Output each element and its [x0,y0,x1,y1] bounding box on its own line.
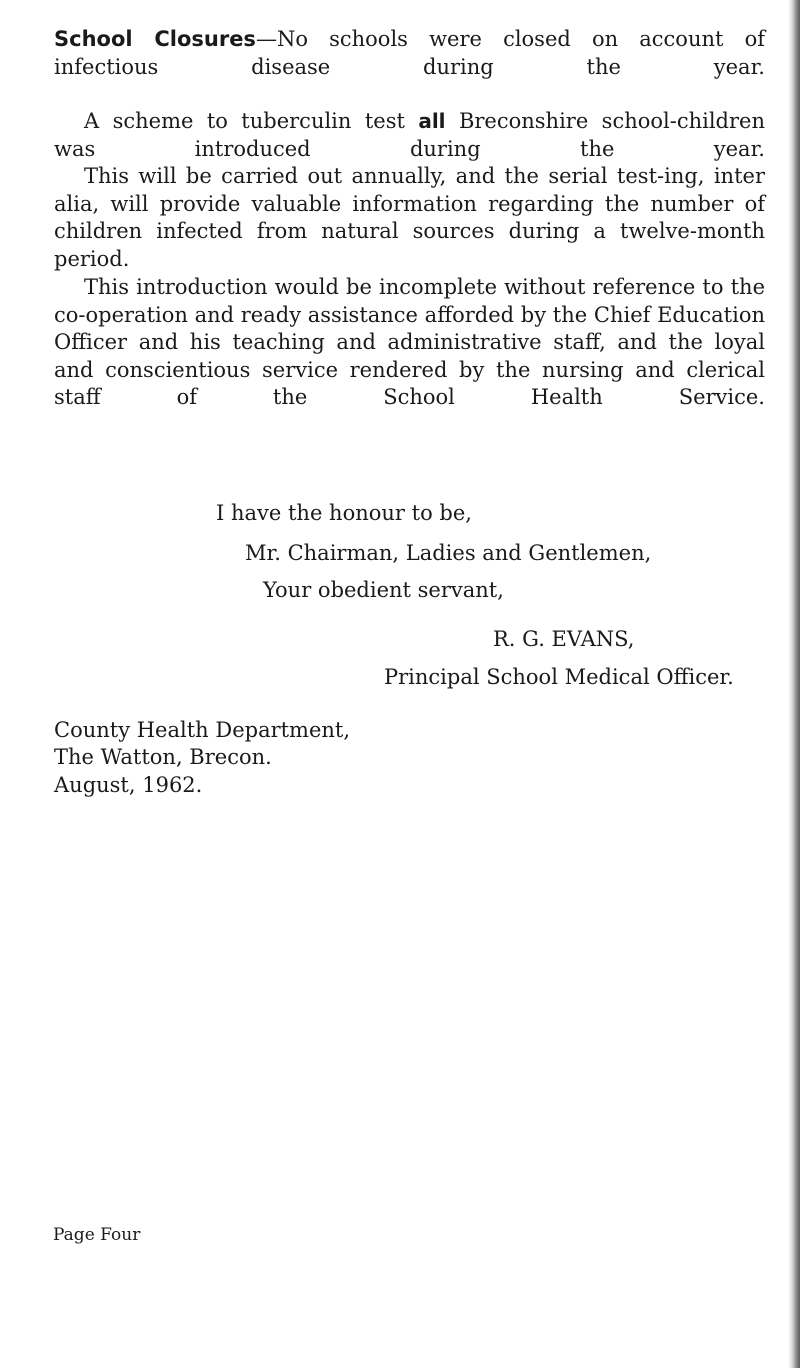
origin-department: County Health Department, [54,718,351,742]
acknowledgement-paragraph: This introduction would be incomplete without reference to the co-operation and ready assistance afforded by the Chief Education Officer and his teaching and administrative staff, and the loyal and conscientious service rendered by the nursing and clerical staff of the School Health Service. [54,275,765,409]
signature-title: Principal School Medical Officer. [384,665,734,689]
school-closures-text: —No schools were closed on account of infectious disease during the year. [54,27,765,79]
tuberculin-scheme-text-start: A scheme to tuberculin test [84,109,419,133]
tuberculin-scheme-text-end: Breconshire school-children was introduced during the year. [54,109,765,161]
annual-testing-paragraph: This will be carried out annually, and the serial test-ing, inter alia, will provide valuable information regarding the number of children infected from natural sources during a twelve-month period. [54,164,765,271]
page-footer: Page Four [53,1225,141,1245]
signature-name: R. G. EVANS, [493,627,635,651]
school-closures-paragraph [54,26,765,109]
closing-address-line: Mr. Chairman, Ladies and Gentlemen, [245,541,652,565]
origin-date: August, 1962. [54,773,203,797]
tuberculin-scheme-emphasis: all [418,109,446,133]
closing-servant-line: Your obedient servant, [263,578,504,602]
school-closures-heading: School Closures [54,27,256,51]
origin-address: The Watton, Brecon. [54,745,272,769]
closing-honour-line: I have the honour to be, [216,501,472,525]
page-edge-shadow [788,0,800,1368]
